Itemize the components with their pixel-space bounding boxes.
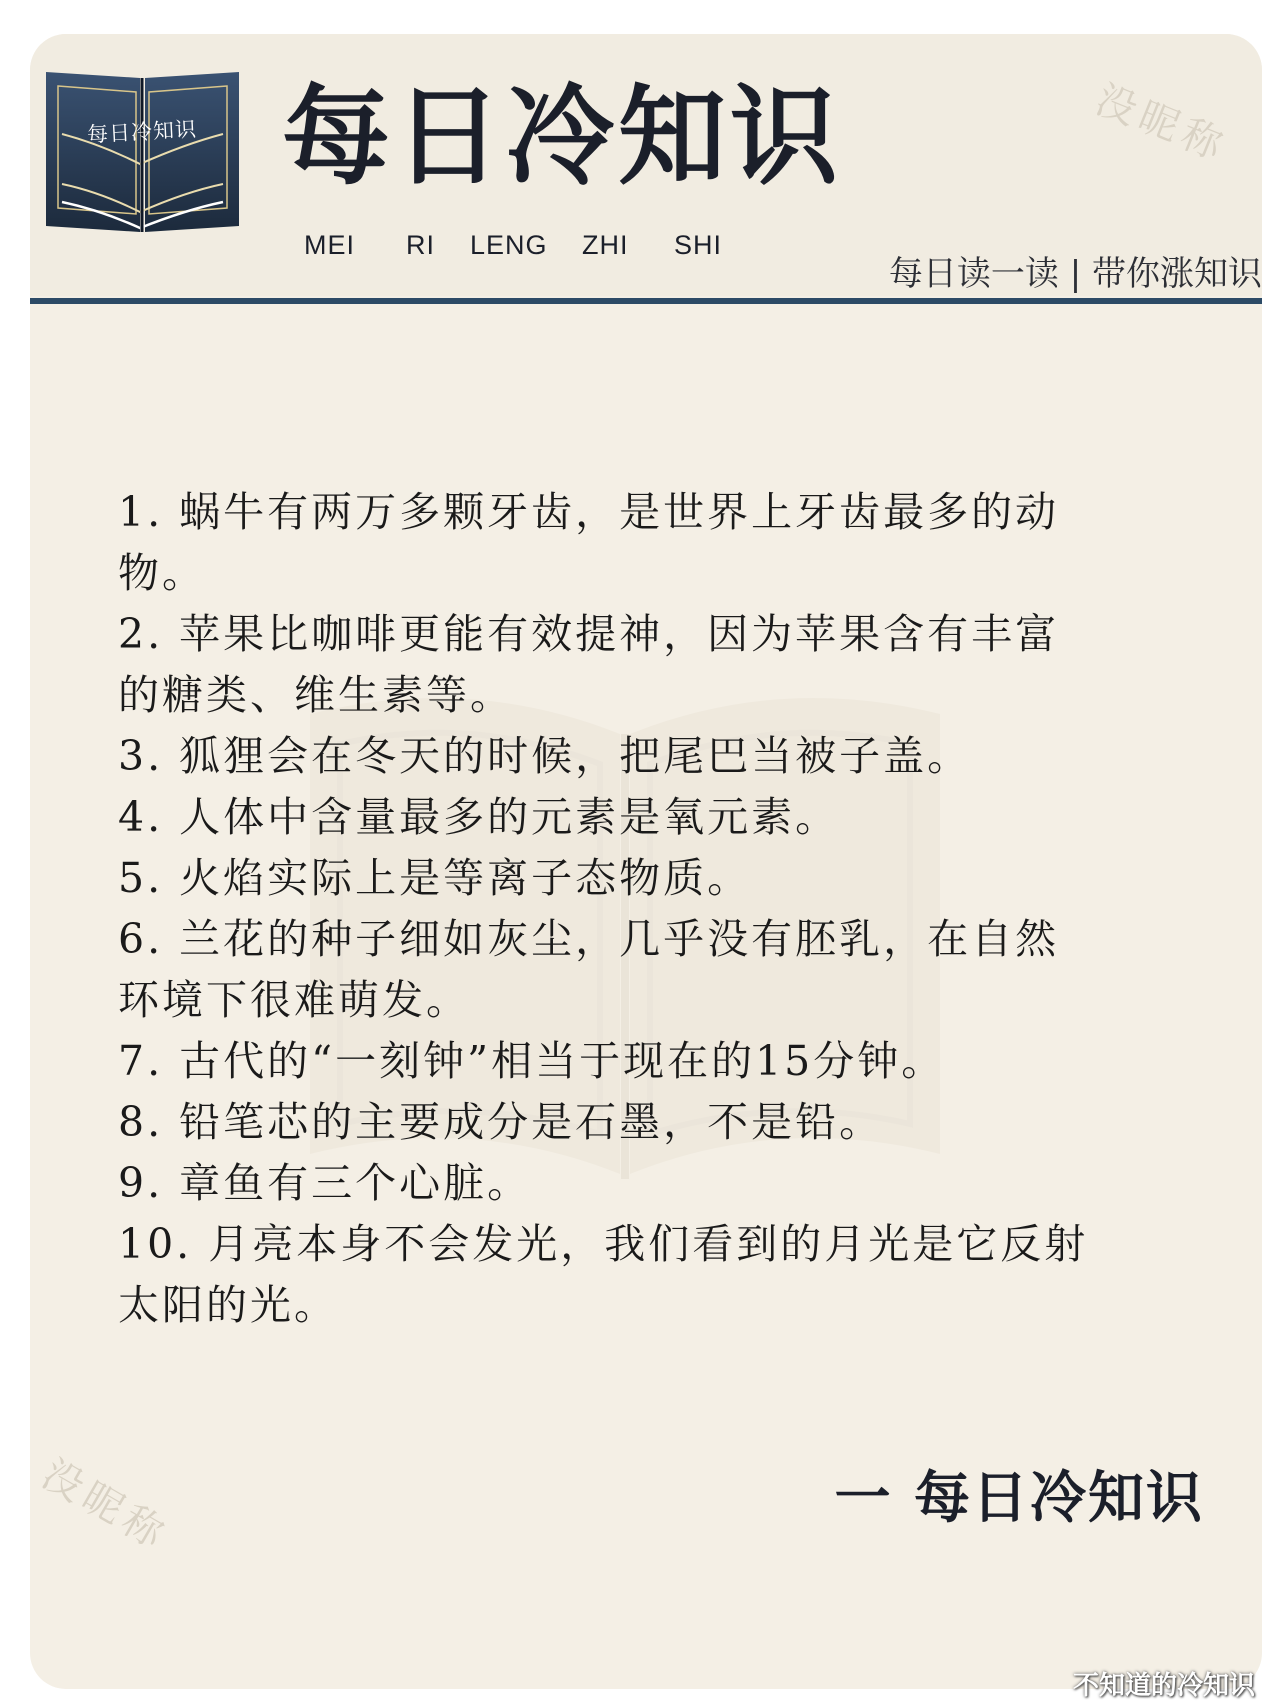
knowledge-card [30, 34, 1262, 1689]
list-item: 4. 人体中含量最多的元素是氧元素。 [118, 793, 840, 841]
list-item: 6. 兰花的种子细如灰尘，几乎没有胚乳，在自然环境下很难萌发。 [118, 915, 1060, 1024]
list-item: 9. 章鱼有三个心脏。 [118, 1159, 532, 1207]
logo-label: 每日冷知识 [86, 117, 198, 147]
tagline: 每日读一读 | 带你涨知识 [888, 254, 1262, 294]
pinyin-row [304, 230, 764, 264]
pinyin-syllable: LENG [470, 230, 548, 260]
corner-watermark: 不知道的冷知识 [1072, 1671, 1255, 1701]
page-title: 每日冷知识 [282, 75, 843, 200]
header [30, 34, 1262, 296]
list-item: 7. 古代的“一刻钟”相当于现在的15分钟。 [118, 1037, 946, 1085]
watermark-stamp: 没昵称 [33, 1451, 177, 1560]
pinyin-syllable: MEI [304, 230, 356, 260]
pinyin-syllable: SHI [674, 230, 723, 260]
list-item: 8. 铅笔芯的主要成分是石墨，不是铅。 [118, 1098, 884, 1146]
pinyin-syllable: ZHI [582, 230, 629, 260]
list-item: 5. 火焰实际上是等离子态物质。 [118, 854, 752, 902]
pinyin-syllable: RI [406, 230, 435, 260]
list-item: 1. 蜗牛有两万多颗牙齿，是世界上牙齿最多的动物。 [118, 488, 1060, 597]
list-item: 2. 苹果比咖啡更能有效提神，因为苹果含有丰富的糖类、维生素等。 [118, 610, 1060, 719]
watermark-stamp: 没昵称 [1089, 76, 1235, 171]
facts-list [118, 482, 1098, 1336]
list-item: 10. 月亮本身不会发光，我们看到的月光是它反射太阳的光。 [118, 1220, 1089, 1329]
footer-signature: 一 每日冷知识 [834, 1466, 1204, 1531]
list-item: 3. 狐狸会在冬天的时候，把尾巴当被子盖。 [118, 732, 972, 780]
book-logo-icon [40, 64, 245, 234]
header-divider [30, 298, 1262, 304]
